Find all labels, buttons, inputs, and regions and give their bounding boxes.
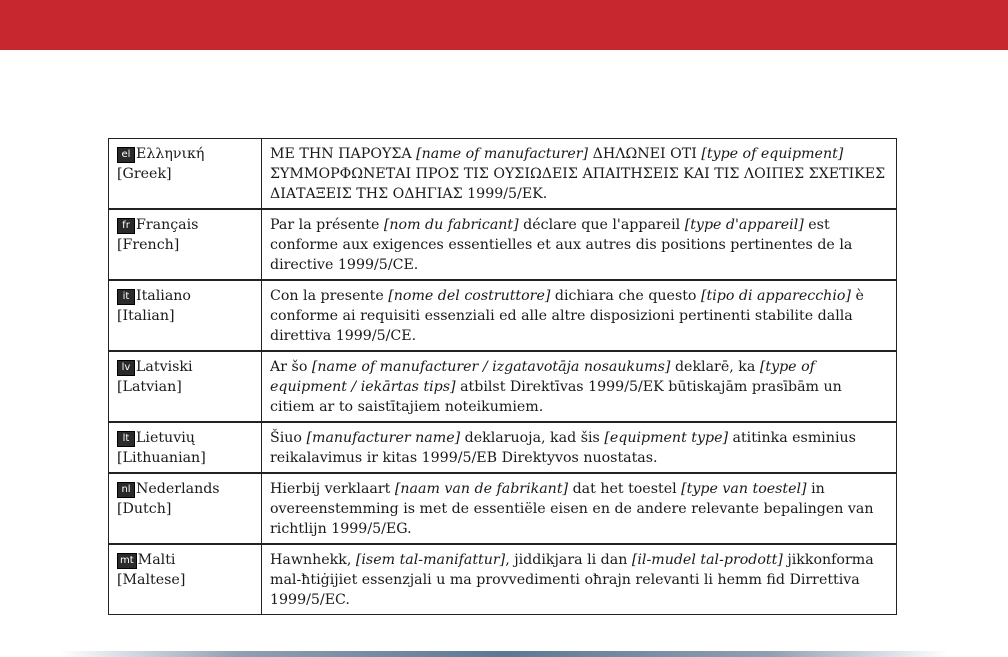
statement-text: deklarē, ka	[670, 359, 760, 375]
placeholder-text: [type d'appareil]	[684, 217, 804, 233]
language-english-name: [Dutch]	[117, 501, 172, 517]
placeholder-text: [type of equipment / iekārtas tips]	[270, 359, 815, 395]
declaration-text	[262, 280, 897, 351]
language-cell	[109, 209, 262, 280]
table-row	[109, 280, 897, 351]
language-code-icon: mt	[117, 553, 137, 569]
table-row	[109, 209, 897, 280]
language-cell	[109, 473, 262, 544]
declaration-text	[262, 473, 897, 544]
language-native-name: Latviski	[136, 359, 193, 375]
declaration-text	[262, 351, 897, 422]
placeholder-text: [nom du fabricant]	[383, 217, 519, 233]
language-cell	[109, 422, 262, 473]
language-cell	[109, 544, 262, 615]
statement-text: ΔΗΛΩΝΕΙ ΟΤΙ	[588, 146, 702, 162]
statement-text: deklaruoja, kad šis	[460, 430, 605, 446]
language-native-name: Lietuvių	[136, 430, 195, 446]
statement-text: è conforme ai requisiti essenziali ed alle altre disposizioni pertinenti stabilite dalla direttiva 1999/5/CE.	[270, 288, 864, 344]
declaration-text	[262, 422, 897, 473]
placeholder-text: [nome del costruttore]	[388, 288, 551, 304]
statement-text: Hierbij verklaart	[270, 481, 395, 497]
language-native-name: Ελληνική	[136, 146, 205, 162]
header-bar	[0, 0, 1008, 50]
declaration-text	[262, 209, 897, 280]
language-native-name: Malti	[137, 552, 176, 568]
placeholder-text: [type van toestel]	[681, 481, 807, 497]
statement-text: , jiddikjara li dan	[505, 552, 632, 568]
language-english-name: [Maltese]	[117, 572, 186, 588]
language-english-name: [Italian]	[117, 308, 175, 324]
placeholder-text: [naam van de fabrikant]	[394, 481, 569, 497]
declaration-table	[108, 138, 897, 615]
statement-text: ΣΥΜΜΟΡΦΩΝΕΤΑΙ ΠΡΟΣ ΤΙΣ ΟΥΣΙΩΔΕΙΣ ΑΠΑΙΤΗΣΕΙΣ ΚΑΙ ΤΙΣ ΛΟΙΠΕΣ ΣΧΕΤΙΚΕΣ ΔΙΑΤΑΞΕΙΣ ΤΗΣ ΟΔΗΓΙΑΣ 1999/5/ΕΚ.	[270, 166, 886, 202]
table-row	[109, 473, 897, 544]
language-cell	[109, 139, 262, 210]
declaration-text	[262, 544, 897, 615]
statement-text: Par la présente	[270, 217, 384, 233]
placeholder-text: [manufacturer name]	[306, 430, 461, 446]
table-row	[109, 422, 897, 473]
language-native-name: Nederlands	[136, 481, 220, 497]
declaration-text	[262, 139, 897, 210]
language-english-name: [French]	[117, 237, 180, 253]
statement-text: atitinka esminius reikalavimus ir kitas 1999/5/EB Direktyvos nuostatas.	[270, 430, 856, 466]
statement-text: dichiara che questo	[550, 288, 701, 304]
language-cell	[109, 351, 262, 422]
statement-text: dat het toestel	[568, 481, 682, 497]
language-code-icon: fr	[117, 218, 135, 234]
placeholder-text: [il-mudel tal-prodott]	[631, 552, 783, 568]
placeholder-text: [equipment type]	[604, 430, 729, 446]
placeholder-text: [tipo di apparecchio]	[701, 288, 851, 304]
statement-text: Šiuo	[270, 430, 307, 446]
statement-text: jikkonforma mal-ħtiġijiet essenzjali u ma provvedimenti oħrajn relevanti li hemm fid Dirrettiva 1999/5/EC.	[270, 552, 874, 608]
language-code-icon: el	[117, 147, 135, 163]
statement-text: Ar šo	[270, 359, 312, 375]
placeholder-text: [type of equipment]	[701, 146, 844, 162]
language-english-name: [Latvian]	[117, 379, 182, 395]
table-row	[109, 139, 897, 210]
statement-text: Hawnhekk,	[270, 552, 356, 568]
language-english-name: [Greek]	[117, 166, 172, 182]
language-code-icon: lt	[117, 431, 135, 447]
statement-text: Con la presente	[270, 288, 389, 304]
statement-text: atbilst Direktīvas 1999/5/EK būtiskajām prasībām un citiem ar to saistītajiem noteikumiem.	[270, 379, 842, 415]
language-english-name: [Lithuanian]	[117, 450, 206, 466]
placeholder-text: [name of manufacturer / izgatavotāja nosaukums]	[311, 359, 671, 375]
language-code-icon: it	[117, 289, 135, 305]
statement-text: in overeenstemming is met de essentiële eisen en de andere relevante bepalingen van richtlijn 1999/5/EG.	[270, 481, 874, 537]
placeholder-text: [isem tal-manifattur]	[355, 552, 506, 568]
statement-text: déclare que l'appareil	[518, 217, 685, 233]
language-code-icon: nl	[117, 482, 135, 498]
language-code-icon: lv	[117, 360, 135, 376]
footer-divider	[60, 651, 948, 657]
language-native-name: Italiano	[136, 288, 191, 304]
table-row	[109, 351, 897, 422]
placeholder-text: [name of manufacturer]	[416, 146, 589, 162]
statement-text: est conforme aux exigences essentielles et aux autres dis positions pertinentes de la directive 1999/5/CE.	[270, 217, 853, 273]
table-row	[109, 544, 897, 615]
statement-text: ΜΕ ΤΗΝ ΠΑΡΟΥΣΑ	[270, 146, 417, 162]
language-cell	[109, 280, 262, 351]
language-native-name: Français	[136, 217, 199, 233]
